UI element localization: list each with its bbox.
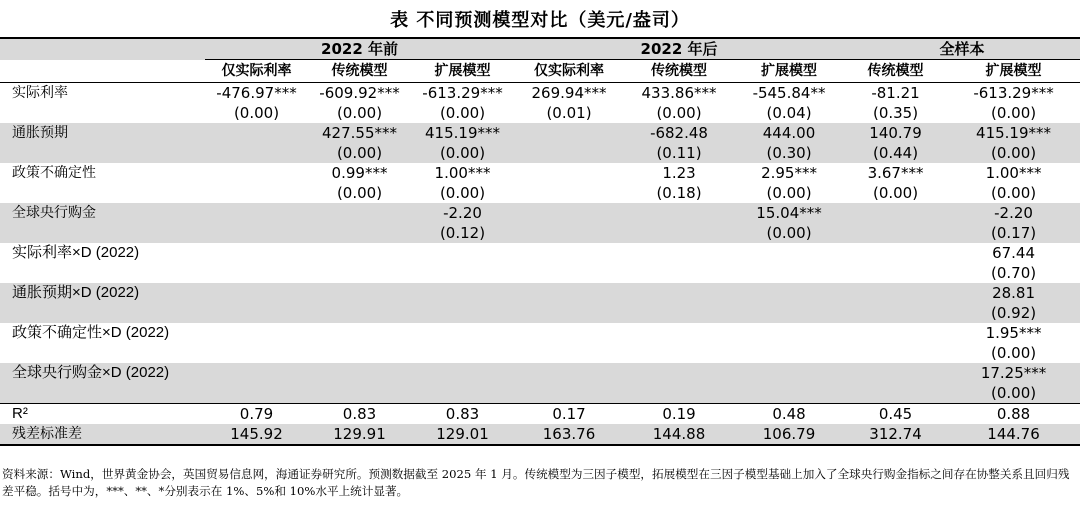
coefficient-cell (205, 363, 308, 383)
coefficient-cell: -613.29*** (422, 84, 503, 102)
variable-row (0, 163, 1080, 183)
coefficient-cell (308, 323, 411, 343)
pvalue-cell: (0.11) (624, 143, 734, 163)
coefficient-cell: -2.20 (947, 203, 1080, 223)
coefficient-cell (844, 283, 947, 303)
group-header-post2022: 2022 年后 (514, 39, 844, 60)
coefficient-cell: 15.04*** (734, 203, 844, 223)
pvalue-cell: (0.00) (439, 104, 486, 122)
corner-cell (0, 39, 205, 60)
row-label: 全球央行购金×D (2022) (0, 363, 205, 383)
coefficient-cell (205, 163, 308, 183)
column-header: 传统模型 (844, 60, 947, 83)
row-label (0, 143, 205, 163)
row-label: 实际利率×D (2022) (12, 244, 140, 261)
group-header-full-sample: 全样本 (844, 39, 1080, 60)
residual-sd-cell: 144.88 (624, 424, 734, 445)
coefficient-cell (205, 323, 308, 343)
pvalue-cell (308, 383, 411, 404)
coefficient-cell: 444.00 (734, 123, 844, 143)
pvalue-cell (514, 223, 624, 243)
pvalue-cell (205, 263, 308, 283)
coefficient-cell: 1.00*** (985, 164, 1042, 182)
variable-row (0, 203, 1080, 223)
r2-cell: 0.19 (624, 404, 734, 425)
r2-cell: 0.83 (411, 404, 514, 425)
coefficient-cell (308, 363, 411, 383)
coefficient-cell (624, 203, 734, 223)
pvalue-cell (624, 223, 734, 243)
pvalue-row (0, 303, 1080, 323)
coefficient-cell (514, 243, 624, 263)
column-header: 仅实际利率 (514, 60, 624, 83)
coefficient-cell (734, 363, 844, 383)
pvalue-cell (734, 343, 844, 363)
pvalue-cell (205, 303, 308, 323)
row-label: 政策不确定性 (12, 165, 96, 181)
pvalue-cell: (0.00) (308, 143, 411, 163)
pvalue-cell (205, 383, 308, 404)
pvalue-cell (411, 303, 514, 323)
row-label (0, 223, 205, 243)
residual-sd-cell: 145.92 (205, 424, 308, 445)
pvalue-cell (734, 383, 844, 404)
pvalue-cell: (0.00) (990, 184, 1037, 202)
row-label: 通胀预期 (0, 123, 205, 143)
coefficient-cell (411, 363, 514, 383)
pvalue-row (0, 143, 1080, 163)
variable-row (0, 323, 1080, 343)
coefficient-cell: 140.79 (844, 123, 947, 143)
pvalue-cell: (0.01) (546, 104, 592, 122)
coefficient-cell (514, 323, 624, 343)
residual-sd-row (0, 424, 1080, 445)
coefficient-cell (624, 283, 734, 303)
r2-cell: 0.17 (514, 404, 624, 425)
group-header-row (0, 39, 1080, 60)
pvalue-cell: (0.00) (990, 104, 1037, 122)
variable-row (0, 363, 1080, 383)
pvalue-cell (844, 223, 947, 243)
coefficient-cell (844, 203, 947, 223)
pvalue-cell: (0.30) (734, 143, 844, 163)
coefficient-cell: -609.92*** (319, 84, 400, 102)
coefficient-cell (844, 363, 947, 383)
coefficient-cell (205, 203, 308, 223)
coefficient-cell (514, 363, 624, 383)
coefficient-cell (734, 323, 844, 343)
coefficient-cell (844, 243, 947, 263)
row-label: 通胀预期×D (2022) (0, 283, 205, 303)
pvalue-cell: (0.12) (411, 223, 514, 243)
pvalue-cell (844, 343, 947, 363)
coefficient-cell: -81.21 (871, 84, 920, 102)
coefficient-cell (205, 123, 308, 143)
pvalue-cell: (0.00) (872, 184, 919, 202)
coefficient-cell (514, 163, 624, 183)
row-label (0, 103, 205, 123)
coefficient-cell (844, 323, 947, 343)
coefficient-cell: 3.67*** (867, 164, 924, 182)
pvalue-cell: (0.00) (947, 143, 1080, 163)
pvalue-cell (205, 343, 308, 363)
pvalue-cell (514, 143, 624, 163)
variable-row (0, 83, 1080, 104)
variable-row (0, 243, 1080, 263)
pvalue-cell (308, 343, 411, 363)
pvalue-cell: (0.17) (947, 223, 1080, 243)
coefficient-cell: 67.44 (992, 244, 1036, 262)
pvalue-row (0, 103, 1080, 123)
pvalue-cell (514, 383, 624, 404)
pvalue-cell (844, 303, 947, 323)
pvalue-cell: (0.18) (656, 184, 702, 202)
r2-cell: 0.88 (947, 404, 1080, 425)
pvalue-cell: (0.00) (990, 344, 1037, 362)
r2-row (0, 404, 1080, 425)
pvalue-row (0, 183, 1080, 203)
row-label: R² (0, 404, 205, 425)
table-title: 表 不同预测模型对比（美元/盎司） (390, 10, 690, 31)
pvalue-cell (308, 263, 411, 283)
coefficient-cell: -545.84** (752, 84, 826, 102)
row-label (0, 383, 205, 404)
coefficient-cell: -682.48 (624, 123, 734, 143)
coefficient-cell: 433.86*** (641, 84, 717, 102)
pvalue-cell: (0.92) (947, 303, 1080, 323)
pvalue-cell: (0.35) (872, 104, 919, 122)
residual-sd-cell: 312.74 (844, 424, 947, 445)
residual-sd-cell: 129.01 (411, 424, 514, 445)
coefficient-cell: 0.99*** (331, 164, 388, 182)
coefficient-cell: 427.55*** (308, 123, 411, 143)
pvalue-cell (624, 263, 734, 283)
coefficient-cell: -613.29*** (973, 84, 1054, 102)
pvalue-cell: (0.00) (439, 184, 486, 202)
coefficient-cell: 28.81 (947, 283, 1080, 303)
residual-sd-cell: 163.76 (514, 424, 624, 445)
coefficient-cell (308, 203, 411, 223)
residual-sd-cell: 144.76 (947, 424, 1080, 445)
row-label: 残差标准差 (0, 424, 205, 445)
coefficient-cell (411, 323, 514, 343)
pvalue-row (0, 263, 1080, 283)
coefficient-cell (205, 283, 308, 303)
pvalue-cell (411, 383, 514, 404)
pvalue-cell: (0.00) (656, 104, 702, 122)
pvalue-cell (308, 303, 411, 323)
pvalue-cell: (0.00) (233, 104, 280, 122)
coefficient-cell: 415.19*** (411, 123, 514, 143)
coefficient-cell (624, 243, 734, 263)
pvalue-cell (514, 303, 624, 323)
pvalue-cell: (0.00) (734, 223, 844, 243)
variable-row (0, 123, 1080, 143)
column-header: 仅实际利率 (205, 60, 308, 83)
pvalue-cell (624, 383, 734, 404)
coefficient-cell: 1.00*** (434, 164, 491, 182)
coefficient-cell (514, 203, 624, 223)
row-label: 实际利率 (12, 85, 68, 101)
pvalue-cell (205, 223, 308, 243)
residual-sd-cell: 129.91 (308, 424, 411, 445)
pvalue-cell (734, 263, 844, 283)
row-label: 政策不确定性×D (2022) (12, 324, 170, 341)
pvalue-cell (624, 343, 734, 363)
r2-cell: 0.45 (844, 404, 947, 425)
coefficient-cell (624, 363, 734, 383)
pvalue-cell: (0.00) (336, 184, 383, 202)
r2-cell: 0.48 (734, 404, 844, 425)
pvalue-cell (205, 143, 308, 163)
pvalue-cell: (0.00) (947, 383, 1080, 404)
row-label (0, 303, 205, 323)
pvalue-cell: (0.44) (844, 143, 947, 163)
pvalue-cell (624, 303, 734, 323)
coefficient-cell (734, 243, 844, 263)
row-label (0, 343, 205, 363)
pvalue-cell (514, 263, 624, 283)
coefficient-cell: 17.25*** (947, 363, 1080, 383)
column-header-row (0, 60, 1080, 83)
coefficient-cell (411, 283, 514, 303)
coefficient-cell (205, 243, 308, 263)
residual-sd-cell: 106.79 (734, 424, 844, 445)
r2-cell: 0.83 (308, 404, 411, 425)
pvalue-cell (734, 303, 844, 323)
coefficient-cell (624, 323, 734, 343)
coefficient-cell (514, 123, 624, 143)
pvalue-cell: (0.00) (336, 104, 383, 122)
variable-row (0, 283, 1080, 303)
model-comparison-table (0, 39, 1080, 446)
column-header: 扩展模型 (411, 60, 514, 83)
row-label: 全球央行购金 (0, 203, 205, 223)
coefficient-cell (411, 243, 514, 263)
pvalue-cell (844, 263, 947, 283)
pvalue-cell: (0.04) (766, 104, 812, 122)
coefficient-cell: 1.95*** (985, 324, 1042, 342)
group-header-pre2022: 2022 年前 (205, 39, 514, 60)
pvalue-cell (844, 383, 947, 404)
column-header: 扩展模型 (734, 60, 844, 83)
pvalue-cell (411, 343, 514, 363)
coefficient-cell (514, 283, 624, 303)
row-label (0, 263, 205, 283)
coefficient-cell: 415.19*** (947, 123, 1080, 143)
coefficient-cell: 2.95*** (761, 164, 817, 182)
pvalue-row (0, 223, 1080, 243)
pvalue-cell (514, 183, 624, 203)
pvalue-cell: (0.00) (766, 184, 812, 202)
coefficient-cell (308, 283, 411, 303)
pvalue-row (0, 383, 1080, 404)
pvalue-cell (514, 343, 624, 363)
coefficient-cell: 1.23 (662, 164, 696, 182)
pvalue-row (0, 343, 1080, 363)
column-header: 传统模型 (624, 60, 734, 83)
pvalue-cell: (0.70) (990, 264, 1037, 282)
column-header: 扩展模型 (947, 60, 1080, 83)
pvalue-cell: (0.00) (411, 143, 514, 163)
column-header: 传统模型 (308, 60, 411, 83)
pvalue-cell (308, 223, 411, 243)
pvalue-cell (411, 263, 514, 283)
corner-cell (0, 60, 205, 83)
coefficient-cell (734, 283, 844, 303)
coefficient-cell: -2.20 (411, 203, 514, 223)
coefficient-cell: -476.97*** (216, 84, 297, 102)
pvalue-cell (205, 183, 308, 203)
row-label (0, 183, 205, 203)
r2-cell: 0.79 (205, 404, 308, 425)
coefficient-cell: 269.94*** (531, 84, 607, 102)
source-note: 资料来源：Wind，世界黄金协会，英国贸易信息网，海通证券研究所。预测数据截至 2025 年 1 月。传统模型为三因子模型，拓展模型在三因子模型基础上加入了全球央行购金指标之间存在协整关系且回归残差平稳。括号中为，***、**、*分别表示在 1%、5%和 10%水平上统计显著。 (2, 467, 1070, 498)
coefficient-cell (308, 243, 411, 263)
